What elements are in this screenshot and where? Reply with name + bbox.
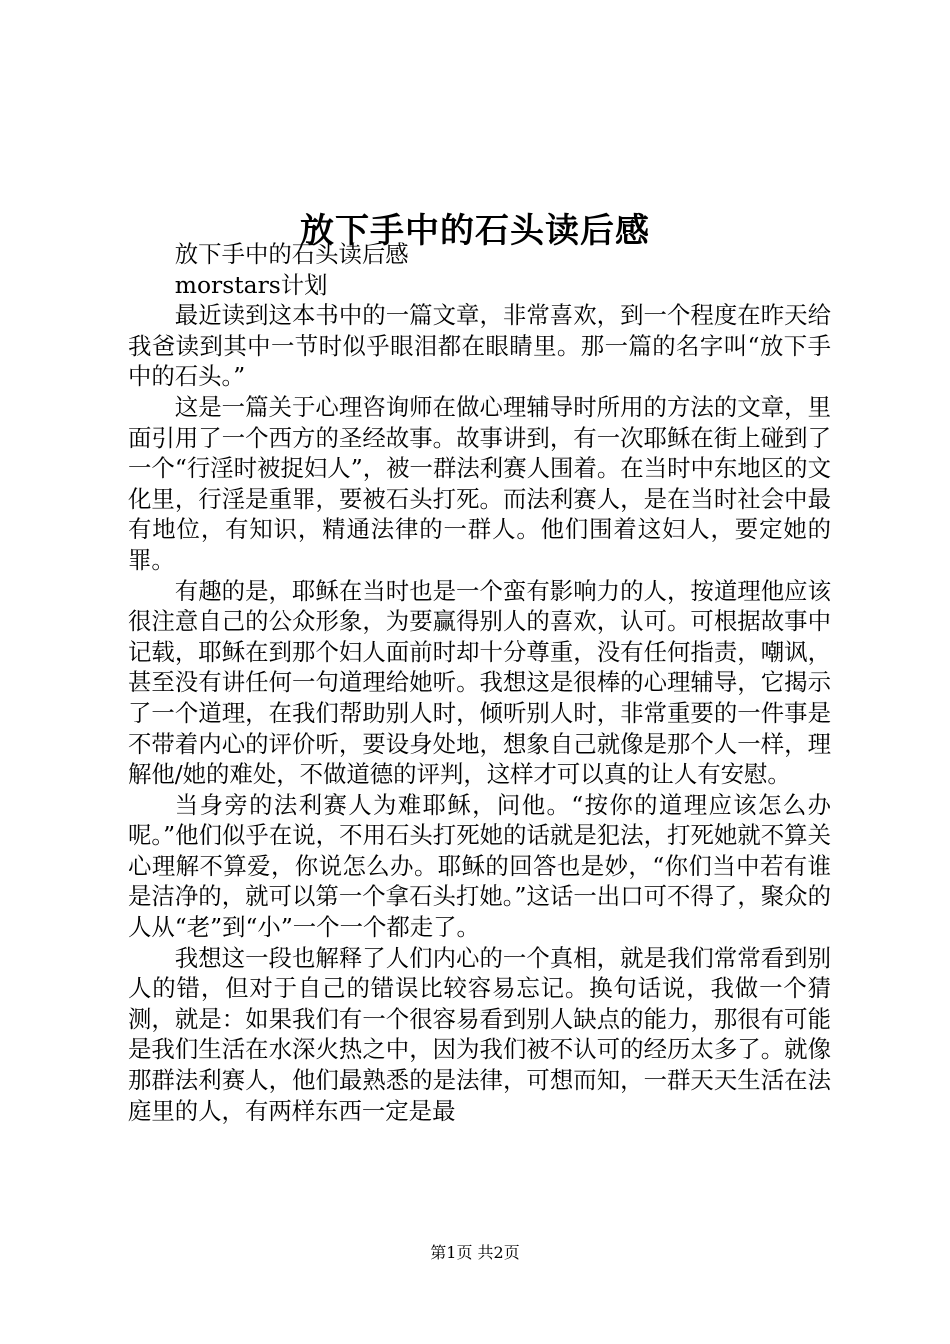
paragraph-subtitle: 放下手中的石头读后感 (174, 240, 409, 268)
paragraph: 当身旁的法利赛人为难耶稣，问他。“按你的道理应该怎么办呢。”他们似乎在说，不用石头打死她的话就是犯法，打死她就不算关心理解不算爱，你说怎么办。耶稣的回答也是妙，“你们当中若有谁是洁净的，就可以第一个拿石头打她。”这话一出口可不得了，聚众的人从“老”到“小”一个一个都走了。 (128, 790, 831, 942)
document-body (128, 239, 831, 1126)
paragraph: 这是一篇关于心理咨询师在做心理辅导时所用的方法的文章，里面引用了一个西方的圣经故事。故事讲到，有一次耶稣在街上碰到了一个“行淫时被捉妇人”，被一群法利赛人围着。在当时中东地区的文化里，行淫是重罪，要被石头打死。而法利赛人，是在当时社会中最有地位，有知识，精通法律的一群人。他们围着这妇人，要定她的罪。 (128, 392, 831, 574)
document-title: 放下手中的石头读后感 (300, 210, 650, 251)
page-footer: 第1页 共2页 (430, 1243, 520, 1262)
paragraph: 我想这一段也解释了人们内心的一个真相，就是我们常常看到别人的错，但对于自己的错误比较容易忘记。换句话说，我做一个猜测，就是：如果我们有一个很容易看到别人缺点的能力，那很有可能是我们生活在水深火热之中，因为我们被不认可的经历太多了。就像那群法利赛人，他们最熟悉的是法律，可想而知，一群天天生活在法庭里的人，有两样东西一定是最 (128, 943, 831, 1125)
paragraph: 最近读到这本书中的一篇文章，非常喜欢，到一个程度在昨天给我爸读到其中一节时似乎眼泪都在眼睛里。那一篇的名字叫“放下手中的石头。” (128, 301, 831, 391)
paragraph: 有趣的是，耶稣在当时也是一个蛮有影响力的人，按道理他应该很注意自己的公众形象，为要赢得别人的喜欢，认可。可根据故事中记载，耶稣在到那个妇人面前时却十分尊重，没有任何指责，嘲讽，甚至没有讲任何一句道理给她听。我想这是很棒的心理辅导，它揭示了一个道理，在我们帮助别人时，倾听别人时，非常重要的一件事是不带着内心的评价听，要设身处地，想象自己就像是那个人一样，理解他/她的难处，不做道德的评判，这样才可以真的让人有安慰。 (128, 576, 831, 789)
paragraph-author: morstars计划 (174, 270, 328, 299)
